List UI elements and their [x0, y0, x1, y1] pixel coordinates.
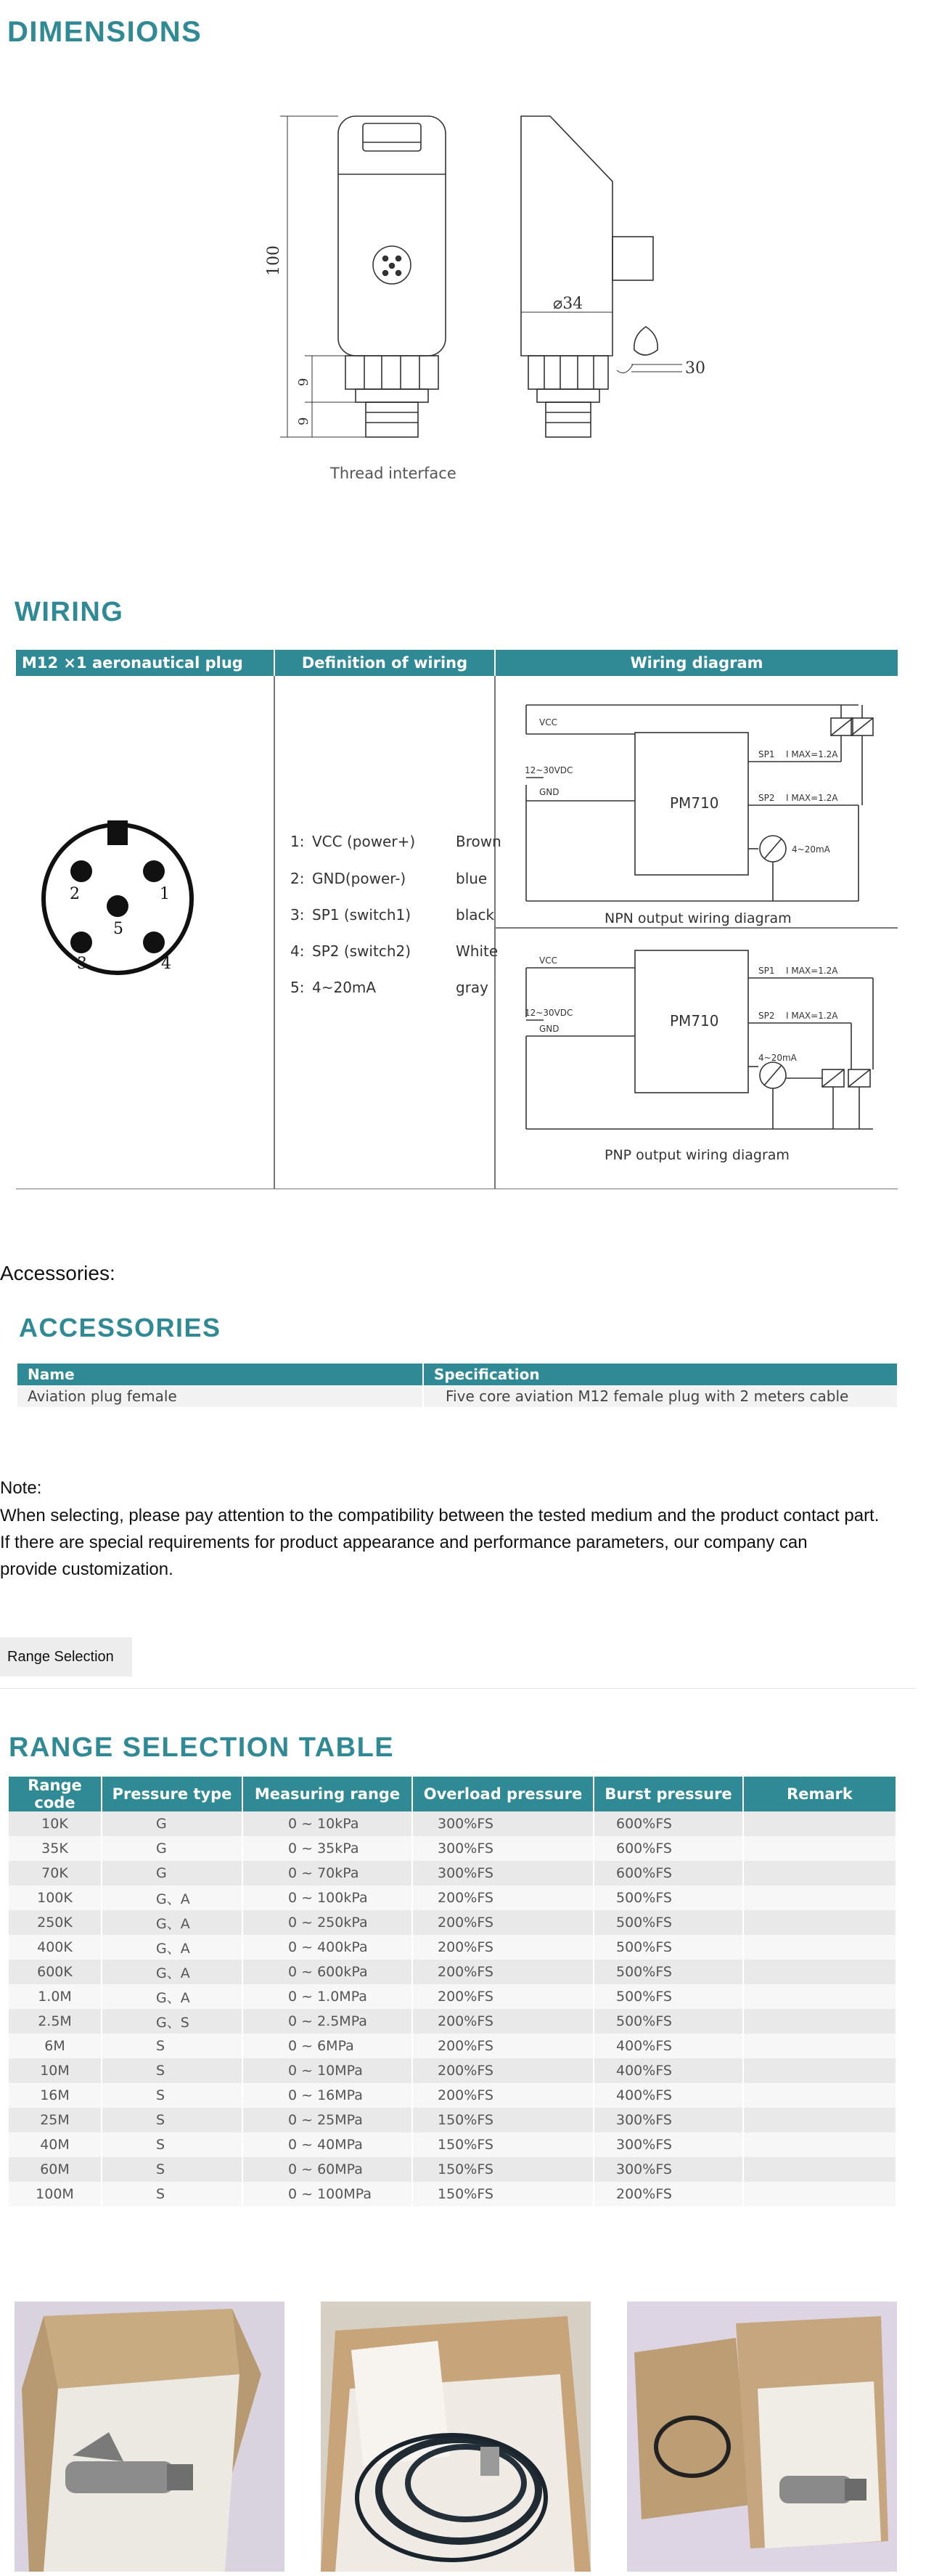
- range-code-cell: 10M: [9, 2058, 102, 2083]
- wiring-table: [16, 650, 898, 1189]
- range-code-cell: 70K: [9, 1861, 102, 1886]
- table-row: [9, 1811, 896, 1836]
- pressure-type-cell: G、A: [102, 1910, 242, 1935]
- range-code-cell: 600K: [9, 1960, 102, 1984]
- pressure-type-cell: G: [102, 1811, 242, 1836]
- wiring-header-definition: Definition of wiring: [275, 650, 494, 676]
- measuring-range-cell: 0 ~ 100MPa: [242, 2182, 412, 2206]
- overload-pressure-cell: 200%FS: [412, 1960, 594, 1984]
- pressure-type-cell: G、A: [102, 1960, 242, 1984]
- measuring-range-cell: 0 ~ 1.0MPa: [242, 1984, 412, 2009]
- range-selection-tab[interactable]: Range Selection: [0, 1637, 132, 1676]
- measuring-range-cell: 0 ~ 35kPa: [242, 1836, 412, 1861]
- burst-pressure-cell: 500%FS: [594, 1935, 743, 1960]
- pnp-supply-label: 12~30VDC: [525, 1008, 573, 1018]
- accessory-name: Aviation plug female: [28, 1387, 177, 1405]
- range-code-cell: 1.0M: [9, 1984, 102, 2009]
- wiring-row-color: Brown: [456, 833, 501, 850]
- burst-pressure-cell: 300%FS: [594, 2157, 743, 2182]
- wiring-row: [290, 906, 494, 924]
- range-code-cell: 100M: [9, 2182, 102, 2206]
- pressure-type-cell: G、A: [102, 1935, 242, 1960]
- height-label: 100: [265, 245, 283, 276]
- range-code-cell: 250K: [9, 1910, 102, 1935]
- remark-cell: [743, 2058, 896, 2083]
- note-line-1: When selecting, please pay attention to the compatibility between the tested medium and the product contact part.: [0, 1506, 880, 1525]
- pin-label-5: 5: [113, 920, 123, 938]
- divider: [0, 1688, 916, 1689]
- accessories-header-row: [17, 1364, 897, 1385]
- table-row: [9, 2108, 896, 2132]
- thread-caption: Thread interface: [330, 465, 456, 482]
- pnp-module-label: PM710: [670, 1012, 719, 1030]
- header-overload-pressure: Overload pressure: [412, 1777, 594, 1811]
- table-row: [9, 2083, 896, 2108]
- remark-cell: [743, 2009, 896, 2034]
- npn-caption: NPN output wiring diagram: [605, 910, 792, 926]
- npn-module-label: PM710: [670, 794, 719, 812]
- wiring-row: [290, 942, 498, 960]
- table-row: [9, 2009, 896, 2034]
- measuring-range-cell: 0 ~ 10MPa: [242, 2058, 412, 2083]
- remark-cell: [743, 2182, 896, 2206]
- pressure-type-cell: S: [102, 2108, 242, 2132]
- pnp-wiring-diagram: [496, 929, 898, 1189]
- pressure-type-cell: S: [102, 2157, 242, 2182]
- pressure-type-cell: G、S: [102, 2009, 242, 2034]
- overload-pressure-cell: 150%FS: [412, 2108, 594, 2132]
- remark-cell: [743, 2108, 896, 2132]
- overload-pressure-cell: 300%FS: [412, 1811, 594, 1836]
- wiring-row-definition: GND(power-): [312, 870, 406, 887]
- table-row: [9, 1984, 896, 2009]
- range-code-cell: 10K: [9, 1811, 102, 1836]
- npn-imax2-label: I MAX=1.2A: [786, 793, 838, 803]
- range-code-cell: 16M: [9, 2083, 102, 2108]
- header-pressure-type: Pressure type: [102, 1777, 242, 1811]
- burst-pressure-cell: 400%FS: [594, 2083, 743, 2108]
- remark-cell: [743, 1984, 896, 2009]
- pressure-type-cell: G、A: [102, 1984, 242, 2009]
- wiring-row-definition: VCC (power+): [312, 833, 416, 850]
- remark-cell: [743, 1935, 896, 1960]
- dimensions-title: DIMENSIONS: [7, 16, 202, 48]
- remark-cell: [743, 2132, 896, 2157]
- note-label: Note:: [0, 1478, 42, 1498]
- wiring-row-number: 1:: [290, 833, 305, 850]
- overload-pressure-cell: 200%FS: [412, 2009, 594, 2034]
- table-row: [9, 1935, 896, 1960]
- pin-label-1: 1: [160, 885, 170, 903]
- table-row: [9, 1861, 896, 1886]
- burst-pressure-cell: 500%FS: [594, 1984, 743, 2009]
- npn-sp1-label: SP1: [758, 749, 775, 759]
- pressure-type-cell: S: [102, 2034, 242, 2058]
- overload-pressure-cell: 150%FS: [412, 2157, 594, 2182]
- pin-label-3: 3: [77, 955, 87, 973]
- pnp-sp2-label: SP2: [758, 1011, 775, 1021]
- measuring-range-cell: 0 ~ 400kPa: [242, 1935, 412, 1960]
- accessories-title: ACCESSORIES: [19, 1313, 221, 1342]
- wiring-row-number: 3:: [290, 906, 305, 924]
- measuring-range-cell: 0 ~ 250kPa: [242, 1910, 412, 1935]
- table-row: [9, 2157, 896, 2182]
- overload-pressure-cell: 200%FS: [412, 1984, 594, 2009]
- wiring-row-definition: SP2 (switch2): [312, 942, 411, 960]
- burst-pressure-cell: 600%FS: [594, 1811, 743, 1836]
- overload-pressure-cell: 150%FS: [412, 2132, 594, 2157]
- pnp-imax1-label: I MAX=1.2A: [786, 966, 838, 976]
- range-code-cell: 40M: [9, 2132, 102, 2157]
- table-row: [9, 1886, 896, 1910]
- dimensions-drawing: [254, 102, 733, 508]
- wiring-row-color: black: [456, 906, 495, 924]
- wiring-row: [290, 870, 487, 887]
- plug-connector-drawing: [38, 813, 197, 980]
- angle-label: 30: [685, 359, 705, 378]
- npn-wiring-diagram: [496, 676, 898, 927]
- measuring-range-cell: 0 ~ 70kPa: [242, 1861, 412, 1886]
- wiring-row-color: blue: [456, 870, 488, 887]
- pressure-type-cell: G: [102, 1836, 242, 1861]
- header-remark: Remark: [743, 1777, 896, 1811]
- remark-cell: [743, 1861, 896, 1886]
- thread-label-a: 9: [296, 378, 311, 386]
- pnp-caption: PNP output wiring diagram: [605, 1147, 790, 1163]
- remark-cell: [743, 1811, 896, 1836]
- header-range-code: Range code: [9, 1777, 102, 1811]
- overload-pressure-cell: 200%FS: [412, 1886, 594, 1910]
- range-code-cell: 35K: [9, 1836, 102, 1861]
- header-measuring-range: Measuring range: [242, 1777, 412, 1811]
- measuring-range-cell: 0 ~ 16MPa: [242, 2083, 412, 2108]
- pressure-type-cell: G、A: [102, 1886, 242, 1910]
- overload-pressure-cell: 300%FS: [412, 1836, 594, 1861]
- measuring-range-cell: 0 ~ 2.5MPa: [242, 2009, 412, 2034]
- measuring-range-cell: 0 ~ 40MPa: [242, 2132, 412, 2157]
- wiring-header-plug: M12 ×1 aeronautical plug body: [16, 650, 274, 676]
- range-code-cell: 25M: [9, 2108, 102, 2132]
- range-code-cell: 6M: [9, 2034, 102, 2058]
- accessories-header-spec: Specification: [434, 1366, 540, 1383]
- pressure-type-cell: S: [102, 2083, 242, 2108]
- thread-label-b: 9: [296, 417, 311, 425]
- table-row: [9, 2132, 896, 2157]
- range-code-cell: 2.5M: [9, 2009, 102, 2034]
- burst-pressure-cell: 500%FS: [594, 1886, 743, 1910]
- table-row: [9, 2058, 896, 2083]
- product-photo-box: [15, 2302, 284, 2572]
- wiring-header-diagram: Wiring diagram: [496, 650, 898, 676]
- remark-cell: [743, 2083, 896, 2108]
- overload-pressure-cell: 150%FS: [412, 2182, 594, 2206]
- measuring-range-cell: 0 ~ 600kPa: [242, 1960, 412, 1984]
- npn-vcc-label: VCC: [539, 717, 557, 727]
- range-code-cell: 60M: [9, 2157, 102, 2182]
- note-line-3: provide customization.: [0, 1560, 173, 1579]
- overload-pressure-cell: 200%FS: [412, 1910, 594, 1935]
- pnp-vcc-label: VCC: [539, 955, 557, 966]
- pressure-type-cell: G: [102, 1861, 242, 1886]
- range-table-header-row: [9, 1777, 896, 1811]
- accessories-intro: Accessories:: [0, 1262, 115, 1284]
- burst-pressure-cell: 500%FS: [594, 2009, 743, 2034]
- range-selection-table: [9, 1777, 897, 2206]
- pin-label-4: 4: [161, 955, 171, 973]
- overload-pressure-cell: 200%FS: [412, 2083, 594, 2108]
- table-row: [9, 1960, 896, 1984]
- burst-pressure-cell: 300%FS: [594, 2132, 743, 2157]
- accessories-table: [17, 1364, 897, 1407]
- npn-supply-label: 12~30VDC: [525, 765, 573, 775]
- measuring-range-cell: 0 ~ 100kPa: [242, 1886, 412, 1910]
- npn-analog-label: 4~20mA: [792, 844, 830, 855]
- pnp-sp1-label: SP1: [758, 966, 775, 976]
- wiring-row-color: White: [456, 942, 499, 960]
- burst-pressure-cell: 400%FS: [594, 2034, 743, 2058]
- burst-pressure-cell: 200%FS: [594, 2182, 743, 2206]
- wiring-row: [290, 833, 501, 850]
- measuring-range-cell: 0 ~ 10kPa: [242, 1811, 412, 1836]
- burst-pressure-cell: 600%FS: [594, 1836, 743, 1861]
- npn-sp2-label: SP2: [758, 793, 775, 803]
- wiring-row-number: 4:: [290, 942, 305, 960]
- remark-cell: [743, 1886, 896, 1910]
- table-row: [17, 1385, 897, 1407]
- wiring-row: [290, 979, 488, 996]
- burst-pressure-cell: 400%FS: [594, 2058, 743, 2083]
- pressure-type-cell: S: [102, 2182, 242, 2206]
- wiring-title: WIRING: [15, 597, 124, 627]
- wiring-row-number: 2:: [290, 870, 305, 887]
- header-burst-pressure: Burst pressure: [594, 1777, 743, 1811]
- table-row: [9, 2034, 896, 2058]
- product-photo-cable: [321, 2302, 591, 2572]
- wiring-row-color: gray: [456, 979, 489, 996]
- pin-label-2: 2: [70, 885, 80, 903]
- diameter-label: ⌀34: [553, 295, 583, 313]
- range-code-cell: 100K: [9, 1886, 102, 1910]
- burst-pressure-cell: 300%FS: [594, 2108, 743, 2132]
- table-row: [9, 1836, 896, 1861]
- accessory-spec: Five core aviation M12 female plug with 2 meters cable: [446, 1387, 849, 1405]
- measuring-range-cell: 0 ~ 6MPa: [242, 2034, 412, 2058]
- pnp-gnd-label: GND: [539, 1024, 560, 1034]
- table-row: [9, 1910, 896, 1935]
- burst-pressure-cell: 500%FS: [594, 1910, 743, 1935]
- overload-pressure-cell: 200%FS: [412, 2058, 594, 2083]
- remark-cell: [743, 2157, 896, 2182]
- overload-pressure-cell: 300%FS: [412, 1861, 594, 1886]
- wiring-row-number: 5:: [290, 979, 305, 996]
- npn-imax1-label: I MAX=1.2A: [786, 749, 838, 759]
- range-table-title: RANGE SELECTION TABLE: [9, 1732, 395, 1763]
- pressure-type-cell: S: [102, 2132, 242, 2157]
- product-photo-package: [627, 2302, 897, 2572]
- pnp-imax2-label: I MAX=1.2A: [786, 1011, 838, 1021]
- pnp-analog-label: 4~20mA: [758, 1053, 797, 1063]
- remark-cell: [743, 1836, 896, 1861]
- overload-pressure-cell: 200%FS: [412, 1935, 594, 1960]
- overload-pressure-cell: 200%FS: [412, 2034, 594, 2058]
- remark-cell: [743, 1960, 896, 1984]
- remark-cell: [743, 2034, 896, 2058]
- table-row: [9, 2182, 896, 2206]
- npn-gnd-label: GND: [539, 787, 560, 797]
- note-line-2: If there are special requirements for product appearance and performance parameters, our company can: [0, 1533, 808, 1552]
- range-code-cell: 400K: [9, 1935, 102, 1960]
- measuring-range-cell: 0 ~ 25MPa: [242, 2108, 412, 2132]
- burst-pressure-cell: 600%FS: [594, 1861, 743, 1886]
- wiring-row-definition: 4~20mA: [312, 979, 377, 996]
- burst-pressure-cell: 500%FS: [594, 1960, 743, 1984]
- pressure-type-cell: S: [102, 2058, 242, 2083]
- accessories-header-name: Name: [28, 1366, 75, 1383]
- wiring-row-definition: SP1 (switch1): [312, 906, 411, 924]
- measuring-range-cell: 0 ~ 60MPa: [242, 2157, 412, 2182]
- remark-cell: [743, 1910, 896, 1935]
